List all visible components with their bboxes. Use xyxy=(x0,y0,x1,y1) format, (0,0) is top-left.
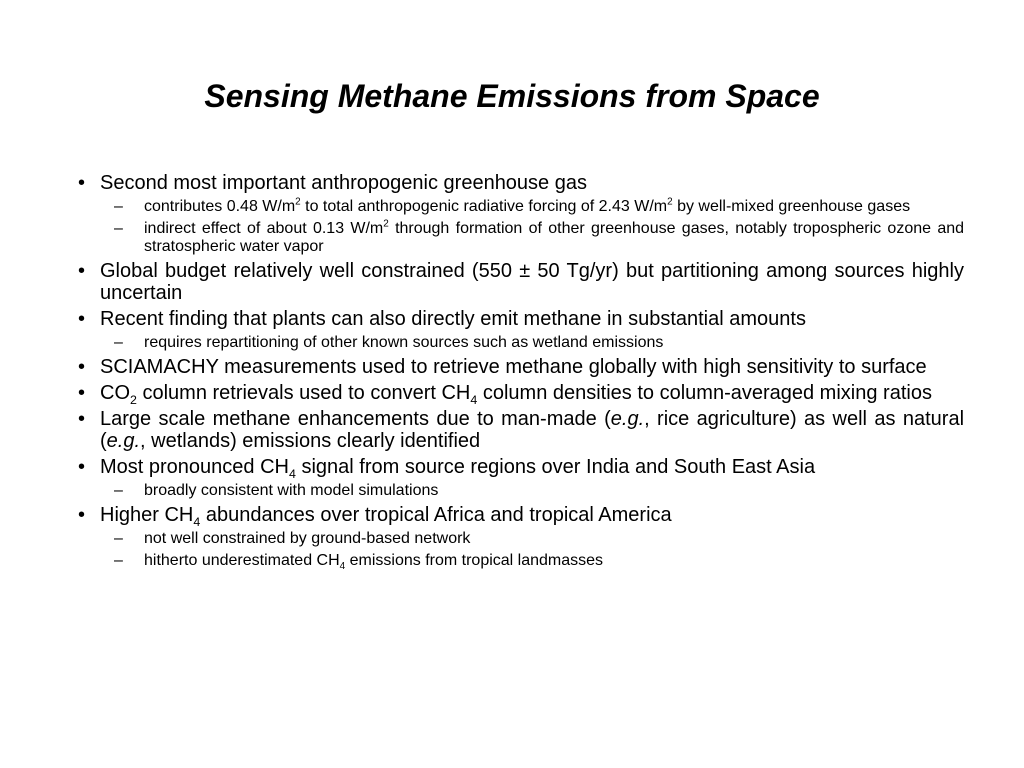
text-part: to total anthropogenic radiative forcing of 2.43 W/m xyxy=(300,198,668,215)
sub-bullet-7-1 xyxy=(114,482,964,500)
text-part: broadly consistent with model simulations xyxy=(144,482,439,499)
dash-marker: – xyxy=(114,482,123,499)
text-part: column densities to column-averaged mixing ratios xyxy=(477,382,932,404)
bullet-marker: • xyxy=(78,260,86,282)
text-part: emissions from tropical landmasses xyxy=(345,552,604,569)
dash-marker: – xyxy=(114,220,123,237)
text-part: Large scale methane enhancements due to man-made ( xyxy=(100,408,611,430)
text-part: requires repartitioning of other known sources such as wetland emissions xyxy=(144,334,664,351)
text-part: hitherto underestimated CH xyxy=(144,552,340,569)
text-part: contributes 0.48 W/m xyxy=(144,198,296,215)
text-part: , wetlands) emissions clearly identified xyxy=(140,430,481,452)
bullet-marker: • xyxy=(78,456,86,478)
bullet-4 xyxy=(78,356,964,378)
sub-bullet-1-1 xyxy=(114,196,964,216)
bullet-3-text: Recent finding that plants can also directly emit methane in substantial amounts xyxy=(100,308,806,330)
bullet-8 xyxy=(78,504,964,529)
bullet-marker: • xyxy=(78,172,86,194)
text-part: , rice agriculture) as well as natural ( xyxy=(100,408,965,452)
bullet-marker: • xyxy=(78,308,86,330)
bullet-1 xyxy=(78,172,964,194)
bullet-marker: • xyxy=(78,408,86,430)
sub-bullet-8-1 xyxy=(114,530,964,548)
bullet-6 xyxy=(78,408,964,452)
subscript: 4 xyxy=(193,515,201,529)
text-part: through formation of other greenhouse gases, notably tropospheric ozone and stratospheric water vapor xyxy=(144,220,965,255)
bullet-list xyxy=(78,172,965,573)
dash-marker: – xyxy=(114,198,123,215)
subscript: 2 xyxy=(130,393,137,407)
dash-marker: – xyxy=(114,530,123,547)
text-part: abundances over tropical Africa and tropical America xyxy=(200,504,672,526)
superscript: 2 xyxy=(383,218,389,230)
text-part: indirect effect of about 0.13 W/m xyxy=(144,220,384,237)
sub-bullet-3-1 xyxy=(114,334,964,352)
subscript: 4 xyxy=(339,561,346,573)
italic-text: e.g. xyxy=(106,430,141,452)
slide-title: Sensing Methane Emissions from Space xyxy=(204,78,820,114)
text-part: Most pronounced CH xyxy=(100,456,289,478)
bullet-marker: • xyxy=(78,356,86,378)
bullet-3 xyxy=(78,308,964,330)
text-part: column retrievals used to convert CH xyxy=(136,382,471,404)
text-part: not well constrained by ground-based network xyxy=(144,530,471,547)
text-part: signal from source regions over India and South East Asia xyxy=(295,456,816,478)
bullet-2-text: Global budget relatively well constrained (550 ± 50 Tg/yr) but partitioning among sources highly uncertain xyxy=(100,260,964,304)
bullet-marker: • xyxy=(78,382,86,404)
italic-text: e.g. xyxy=(610,408,645,430)
text-part: Higher CH xyxy=(100,504,194,526)
superscript: 2 xyxy=(667,196,673,208)
text-part: CO xyxy=(100,382,130,404)
text-part: by well-mixed greenhouse gases xyxy=(672,198,911,215)
bullet-7 xyxy=(78,456,964,481)
bullet-1-text: Second most important anthropogenic greenhouse gas xyxy=(100,172,587,194)
dash-marker: – xyxy=(114,552,123,569)
subscript: 4 xyxy=(288,467,296,481)
sub-bullet-8-2 xyxy=(114,552,964,573)
superscript: 2 xyxy=(295,196,301,208)
sub-bullet-1-2 xyxy=(114,218,965,256)
bullet-4-text: SCIAMACHY measurements used to retrieve methane globally with high sensitivity to surface xyxy=(100,356,927,378)
bullet-marker: • xyxy=(78,504,86,526)
dash-marker: – xyxy=(114,334,123,351)
subscript: 4 xyxy=(470,393,478,407)
bullet-5 xyxy=(78,382,964,407)
bullet-2 xyxy=(78,260,964,304)
